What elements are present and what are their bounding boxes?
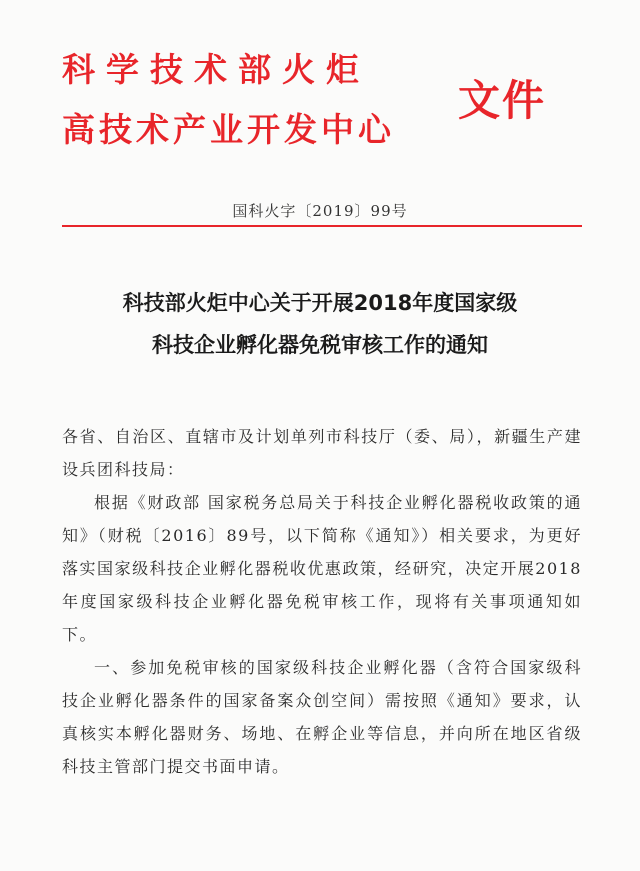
document-type-label: 文件: [458, 76, 547, 125]
paragraph-1: 根据《财政部 国家税务总局关于科技企业孵化器税收政策的通知》（财税〔2016〕89号，以下简称《通知》）相关要求，为更好落实国家级科技企业孵化器税收优惠政策，经研究，决定开展2018年度国家级科技企业孵化器免税审核工作，现将有关事项通知如下。: [62, 493, 582, 644]
document-body: [62, 420, 582, 783]
document-header: [62, 44, 582, 164]
title-line-1: 科技部火炬中心关于开展2018年度国家级: [122, 291, 518, 315]
header-separator-line: [62, 225, 582, 227]
issuing-org-line-1: 科学技术部火炬: [62, 50, 370, 89]
title-line-2: 科技企业孵化器免税审核工作的通知: [152, 333, 488, 357]
issuing-org-line-2: 高技术产业开发中心: [62, 110, 395, 149]
paragraph-2: 一、参加免税审核的国家级科技企业孵化器（含符合国家级科技企业孵化器条件的国家备案众创空间）需按照《通知》要求，认真核实本孵化器财务、场地、在孵企业等信息，并向所在地区省级科技主管部门提交书面申请。: [62, 658, 582, 776]
document-title: [40, 282, 600, 366]
document-number: 国科火字〔2019〕99号: [232, 202, 408, 220]
salutation: 各省、自治区、直辖市及计划单列市科技厅（委、局），新疆生产建设兵团科技局：: [62, 427, 582, 479]
